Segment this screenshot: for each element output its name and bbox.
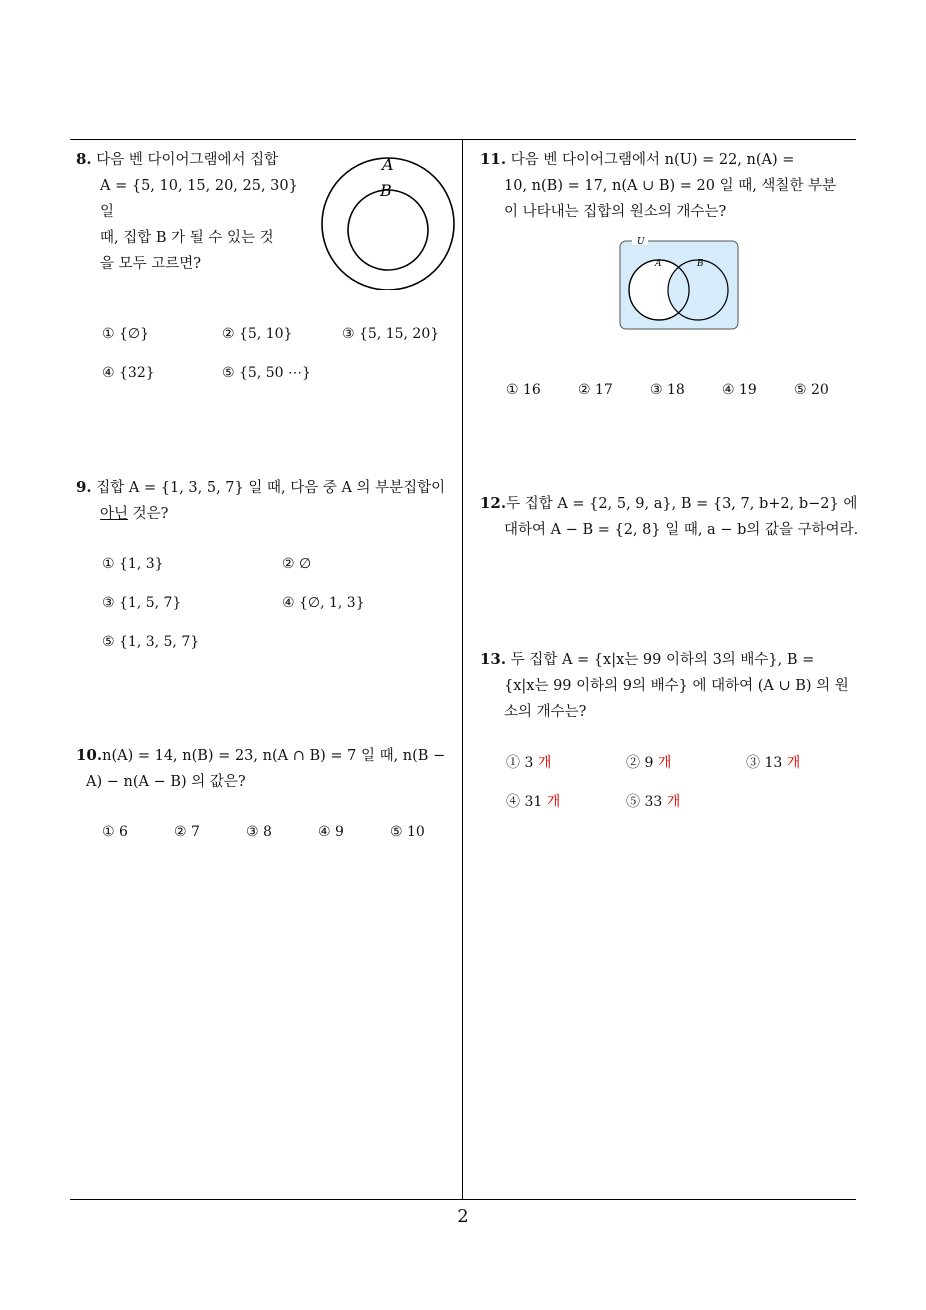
option-3[interactable]: [746, 752, 800, 772]
question-9: [76, 474, 456, 527]
option-4[interactable]: ④ {∅, 1, 3}: [282, 595, 365, 611]
option-3[interactable]: ③ 18: [650, 382, 685, 398]
question-text-line: 을 모두 고르면?: [100, 256, 202, 272]
option-2[interactable]: ② 7: [174, 824, 200, 840]
set-b-circle: [348, 190, 428, 270]
question-text-line: 소의 개수는?: [504, 704, 587, 720]
unit-label: 개: [786, 755, 801, 771]
unit-label: 개: [537, 755, 552, 771]
set-b-label: B: [697, 259, 704, 269]
option-1[interactable]: ① 16: [506, 382, 541, 398]
option-3[interactable]: ③ {1, 5, 7}: [102, 595, 182, 611]
option-2[interactable]: ② 17: [578, 382, 613, 398]
option-2[interactable]: ② {5, 10}: [222, 326, 293, 342]
universe-label: U: [637, 237, 645, 247]
option-5[interactable]: ⑤ 10: [390, 824, 425, 840]
option-3[interactable]: ③ {5, 15, 20}: [342, 326, 440, 342]
venn-diagram-shaded: [618, 236, 742, 334]
option-1[interactable]: ① {1, 3}: [102, 556, 164, 572]
set-a-label: A: [382, 155, 394, 174]
question-text-line: 것은?: [128, 506, 169, 522]
question-text-line: {x|x는 99 이하의 9의 배수} 에 대하여 (A ∪ B) 의 원: [504, 678, 849, 694]
question-text-line: 10, n(B) = 17, n(A ∪ B) = 20 일 때, 색칠한 부분: [504, 178, 837, 194]
option-1[interactable]: ① 6: [102, 824, 128, 840]
option-2[interactable]: [626, 752, 671, 772]
top-rule: [70, 139, 856, 140]
option-5[interactable]: [626, 791, 680, 811]
venn-diagram-nested: [318, 150, 458, 290]
question-text-line: n(A) = 14, n(B) = 23, n(A ∩ B) = 7 일 때, n(B −: [102, 748, 446, 764]
question-number: 8.: [76, 150, 92, 168]
question-number: 11.: [480, 150, 507, 168]
page-number: 2: [457, 1206, 469, 1227]
option-label: ① 3: [506, 755, 534, 771]
underlined-word: 아닌: [100, 506, 129, 522]
unit-label: 개: [657, 755, 672, 771]
question-text-line: A = {5, 10, 15, 20, 25, 30} 일: [100, 178, 298, 220]
option-label: ② 9: [626, 755, 654, 771]
option-5[interactable]: ⑤ {1, 3, 5, 7}: [102, 634, 200, 650]
question-10: [76, 742, 461, 795]
question-text-line: 대하여 A − B = {2, 8} 일 때, a − b의 값을 구하여라.: [504, 522, 859, 538]
column-divider: [462, 139, 463, 1200]
option-4[interactable]: ④ 19: [722, 382, 757, 398]
question-text-line: 이 나타내는 집합의 원소의 개수는?: [504, 204, 727, 220]
question-text-line: A) − n(A − B) 의 값은?: [86, 774, 246, 790]
option-5[interactable]: ⑤ 20: [794, 382, 829, 398]
question-text-line: 다음 벤 다이어그램에서 집합: [96, 152, 279, 168]
question-text-line: 집합 A = {1, 3, 5, 7} 일 때, 다음 중 A 의 부분집합이: [96, 480, 446, 496]
question-number: 13.: [480, 650, 507, 668]
question-text-line: 두 집합 A = {2, 5, 9, a}, B = {3, 7, b+2, b−2} 에: [506, 496, 858, 512]
question-number: 12.: [480, 494, 507, 512]
option-4[interactable]: ④ {32}: [102, 365, 155, 381]
unit-label: 개: [546, 794, 561, 810]
question-text-line: 다음 벤 다이어그램에서 n(U) = 22, n(A) =: [510, 152, 795, 168]
option-5[interactable]: ⑤ {5, 50 ⋯}: [222, 365, 311, 381]
question-text-line: 두 집합 A = {x|x는 99 이하의 3의 배수}, B =: [510, 652, 815, 668]
question-8: [76, 146, 306, 277]
option-4[interactable]: [506, 791, 560, 811]
set-a-label: A: [655, 259, 662, 269]
bottom-rule: [70, 1199, 856, 1200]
question-12: [480, 490, 865, 543]
question-number: 9.: [76, 478, 92, 496]
set-b-label: B: [380, 181, 392, 200]
option-3[interactable]: ③ 8: [246, 824, 272, 840]
question-11: [480, 146, 865, 225]
question-text-line: 때, 집합 B 가 될 수 있는 것: [100, 230, 274, 246]
option-label: ③ 13: [746, 755, 783, 771]
unit-label: 개: [666, 794, 681, 810]
question-number: 10.: [76, 746, 103, 764]
question-13: [480, 646, 865, 725]
option-1[interactable]: [506, 752, 551, 772]
option-1[interactable]: ① {∅}: [102, 326, 150, 342]
option-label: ④ 31: [506, 794, 543, 810]
option-2[interactable]: ② ∅: [282, 556, 312, 572]
option-4[interactable]: ④ 9: [318, 824, 344, 840]
option-label: ⑤ 33: [626, 794, 663, 810]
